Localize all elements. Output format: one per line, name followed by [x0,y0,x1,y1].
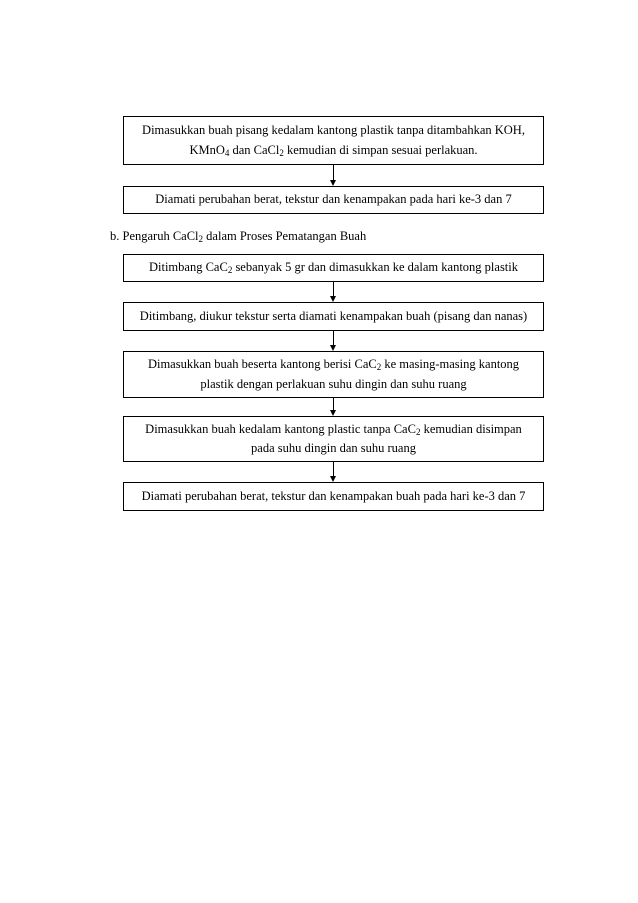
flow-step-b3-line2: plastik dengan perlakuan suhu dingin dan suhu ruang [200,376,467,391]
flow-step-b4-text [132,420,535,459]
flow-arrow-b1 [330,282,337,302]
flow-arrow-a1 [330,165,337,186]
section-b-heading [110,229,366,244]
flow-step-b4-line1-b: kemudian disimpan [420,421,522,436]
flow-step-a1-text [132,121,535,160]
flow-step-b4 [123,416,544,462]
section-b-heading-b: dalam Proses Pematangan Buah [203,229,367,243]
flow-step-b1-text [149,258,518,277]
flow-step-a1 [123,116,544,165]
flow-step-b4-line1-a: Dimasukkan buah kedalam kantong plastic tanpa CaC [145,421,416,436]
flow-step-a1-line2 [189,143,477,157]
flow-step-a1-line1: Dimasukkan buah pisang kedalam kantong plastik tanpa ditambahkan KOH, [142,123,525,138]
flow-step-b5-text: Diamati perubahan berat, tekstur dan kenampakan buah pada hari ke-3 dan 7 [141,488,526,503]
flow-step-a1-cacl: dan CaCl [229,142,280,157]
flow-step-b3-line1 [148,357,519,371]
flow-step-b1-a: Ditimbang CaC [148,260,228,275]
flow-step-b4-sub: 2 [415,426,421,437]
flow-step-b4-line1 [145,422,522,436]
flow-step-a2 [123,186,544,214]
flow-step-a2-text: Diamati perubahan berat, tekstur dan kenampakan pada hari ke-3 dan 7 [155,192,512,207]
flow-step-a1-kmno: KMnO [189,142,225,157]
flow-step-b3 [123,351,544,398]
flow-step-b3-sub: 2 [376,362,382,373]
flow-step-a1-rest: kemudian di simpan sesuai perlakuan. [283,142,478,157]
flow-step-a1-sub2: 2 [279,147,284,158]
flow-step-b1-sub: 2 [227,265,233,276]
flow-step-b3-text [132,355,535,394]
flow-arrow-b3 [330,398,337,416]
flow-step-b3-line1-b: ke masing-masing kantong [381,357,520,372]
flow-step-b4-line2: pada suhu dingin dan suhu ruang [251,441,416,455]
flow-step-b3-line1-a: Dimasukkan buah beserta kantong berisi CaC [147,357,377,372]
flow-arrow-b2 [330,331,337,351]
flow-arrow-b4 [330,462,337,482]
flow-step-a1-sub1: 4 [224,147,230,158]
flow-step-b2-text: Ditimbang, diukur tekstur serta diamati kenampakan buah (pisang dan nanas) [139,308,528,323]
section-b-heading-sub: 2 [198,234,204,244]
section-b-heading-a: b. Pengaruh CaCl [110,229,199,243]
flow-step-b1-b: sebanyak 5 gr dan dimasukkan ke dalam kantong plastik [232,260,519,275]
flow-step-b2 [123,302,544,331]
flow-step-b5 [123,482,544,511]
flow-step-b1 [123,254,544,282]
